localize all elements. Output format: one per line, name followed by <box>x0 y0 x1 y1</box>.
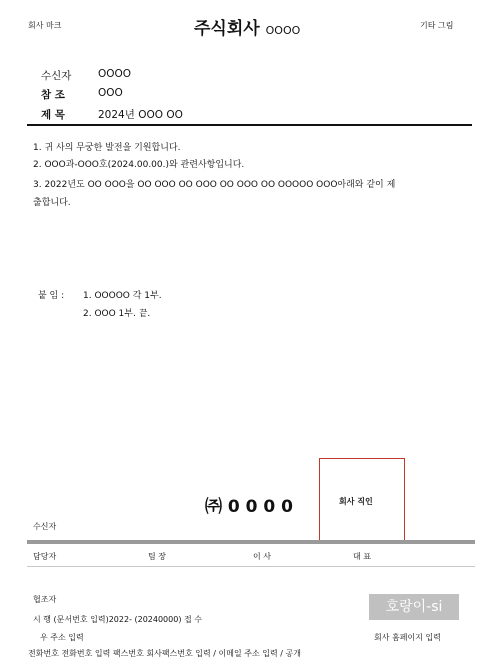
company-title-name: 주식회사 <box>194 19 260 39</box>
other-figure-placeholder: 기타 그림 <box>420 21 454 30</box>
company-title-suffix: OOOO <box>265 24 301 37</box>
attachment-item-1: 1. OOOOO 각 1부. <box>83 291 162 301</box>
company-seal-label: 회사 직인 <box>339 497 373 506</box>
reference-value: OOO <box>98 87 123 99</box>
attachment-item-2: 2. OOO 1부. 끝. <box>83 309 151 319</box>
homepage-line: 회사 홈페이지 입력 <box>374 633 441 642</box>
approval-divider <box>27 540 475 544</box>
address-line: 우 주소 입력 <box>40 633 84 642</box>
company-title <box>194 14 300 39</box>
watermark-badge: 호랑이-si <box>369 594 459 620</box>
recipient-label: 수신자 <box>41 70 72 82</box>
company-logo-placeholder: 회사 마크 <box>28 21 62 30</box>
attachment-label: 붙 임 : <box>38 291 65 301</box>
body-line-1: 1. 귀 사의 무궁한 발전을 기원합니다. <box>33 143 181 153</box>
subject-value: 2024년 OOO OO <box>98 109 183 121</box>
subject-divider <box>27 124 472 126</box>
approval-underline <box>27 566 475 567</box>
recipient-value: OOOO <box>98 68 132 80</box>
contact-line: 전화번호 전화번호 입력 팩스번호 회사팩스번호 입력 / 이메일 주소 입력 / 공개 <box>28 649 301 658</box>
execution-line: 시 행 (문서번호 입력)2022- (20240000) 접 수 <box>33 615 202 624</box>
company-seal-box <box>319 458 405 542</box>
body-line-3: 3. 2022년도 OO OOO을 OO OOO OO OOO OO OOO OO OOOOO OOO아래와 같이 제 <box>33 180 396 190</box>
cooperator-label: 협조자 <box>33 595 57 604</box>
body-line-2: 2. OOO과-OOO호(2024.00.00.)와 관련사항입니다. <box>33 160 245 170</box>
body-line-3-continued: 출합니다. <box>33 198 71 208</box>
approval-ceo: 대 표 <box>353 552 371 561</box>
reference-label: 참 조 <box>41 89 65 101</box>
recipients-footer-label: 수신자 <box>33 522 57 531</box>
sender-name: ㈜ 0 0 0 0 <box>205 497 293 517</box>
approval-staff: 담당자 <box>33 552 57 561</box>
approval-director: 이 사 <box>253 552 271 561</box>
subject-label: 제 목 <box>41 109 65 121</box>
approval-team-leader: 팀 장 <box>148 552 166 561</box>
